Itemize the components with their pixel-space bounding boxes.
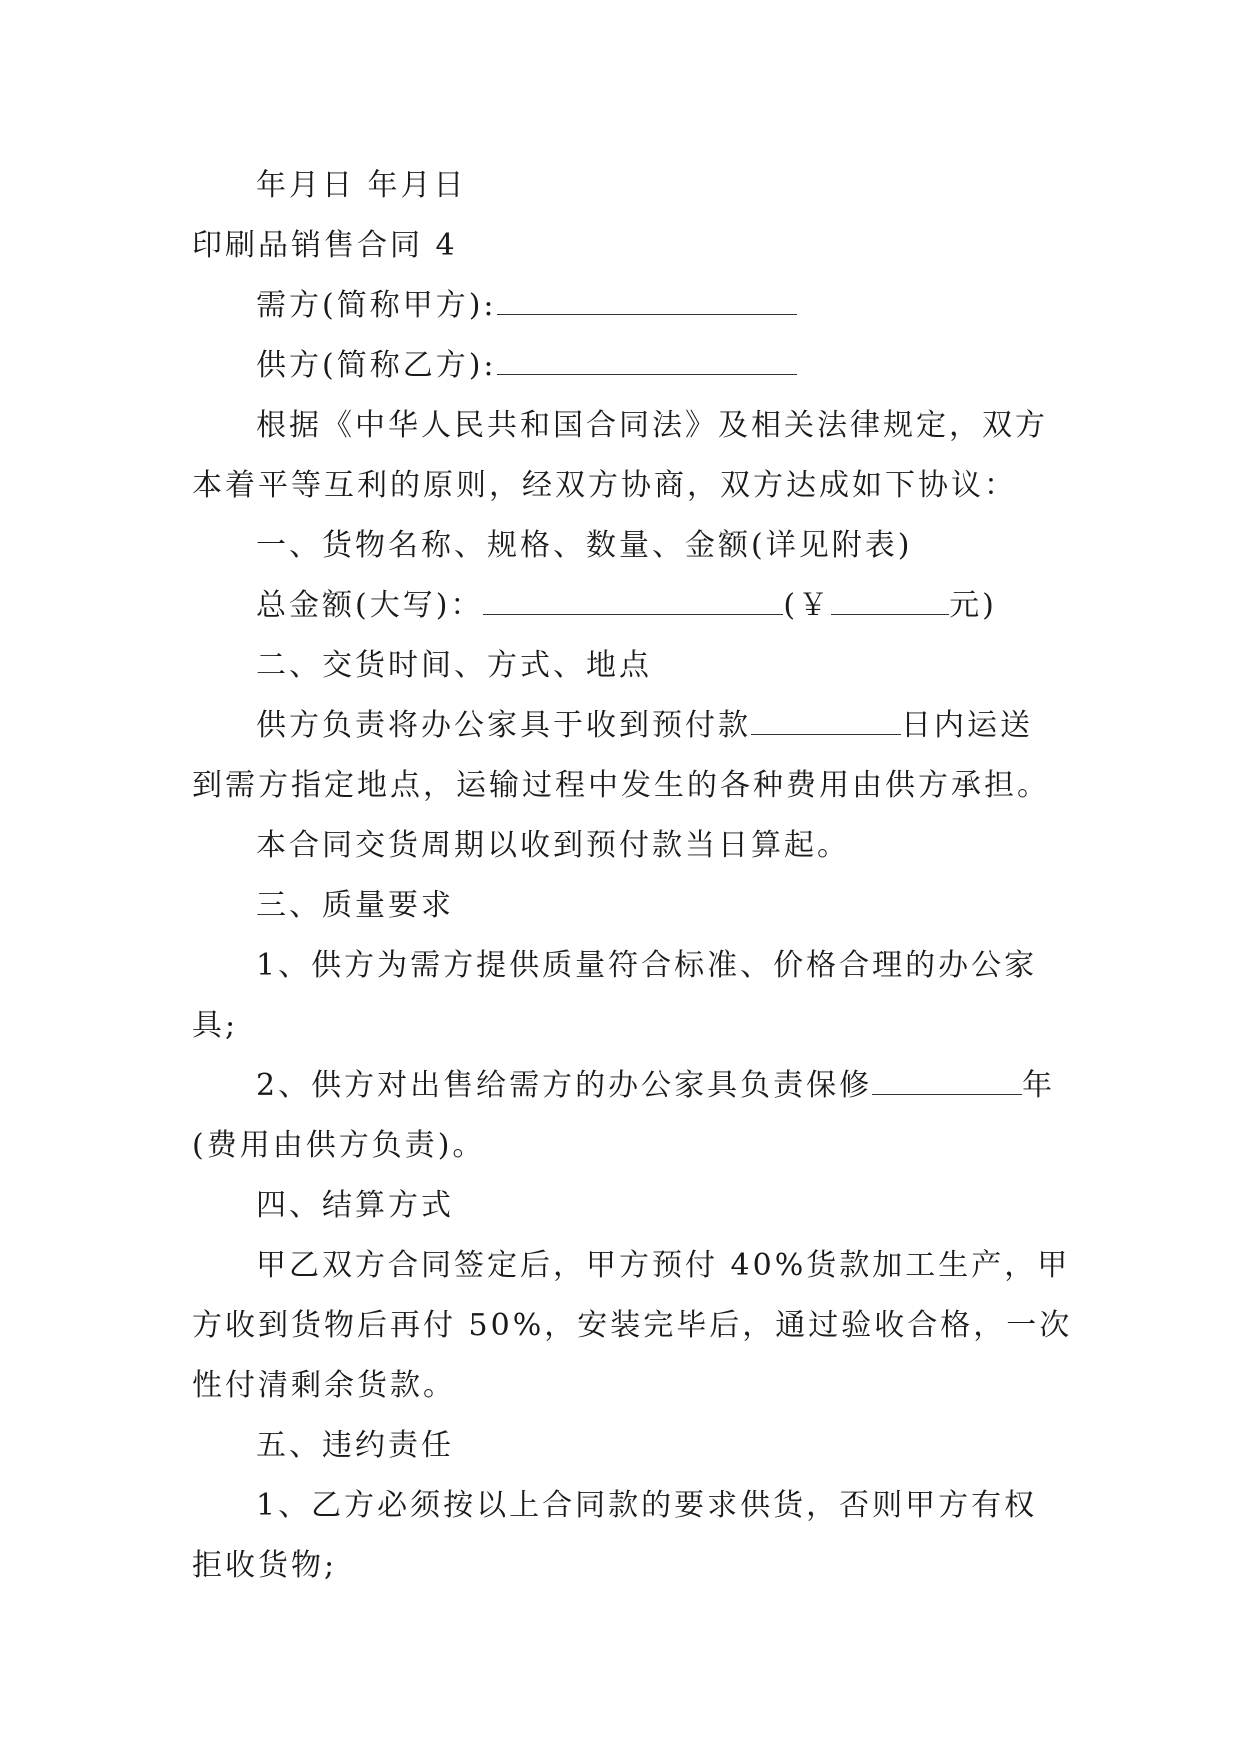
delivery-line-3: 本合同交货周期以收到预付款当日算起。 bbox=[256, 828, 850, 863]
payment-line-2: 方收到货物后再付 50%，安装完毕后，通过验收合格，一次 bbox=[192, 1308, 1073, 1343]
section-5-heading: 五、违约责任 bbox=[256, 1428, 454, 1463]
party-b-blank bbox=[497, 348, 797, 375]
breach-line-1a: 1、乙方必须按以上合同款的要求供货，否则甲方有权 bbox=[256, 1488, 1038, 1523]
party-b-label: 供方(简称乙方): bbox=[256, 348, 497, 383]
quality-line-1b: 具; bbox=[192, 1008, 239, 1043]
total-amount-paren-close: 元) bbox=[949, 588, 997, 623]
preamble-line-1: 根据《中华人民共和国合同法》及相关法律规定，双方 bbox=[256, 408, 1048, 443]
quality-text-2a: 2、供方对出售给需方的办公家具负责保修 bbox=[256, 1068, 873, 1103]
section-2-heading: 二、交货时间、方式、地点 bbox=[256, 648, 652, 683]
section-1-heading: 一、货物名称、规格、数量、金额(详见附表) bbox=[256, 528, 913, 563]
total-amount-paren-open: (￥ bbox=[783, 588, 832, 623]
delivery-line-2: 到需方指定地点，运输过程中发生的各种费用由供方承担。 bbox=[192, 768, 1050, 803]
total-amount-label: 总金额(大写)： bbox=[256, 588, 484, 623]
delivery-days-blank bbox=[751, 708, 901, 735]
party-b-line bbox=[192, 336, 1072, 396]
document-body bbox=[192, 156, 1072, 1596]
preamble-line-2: 本着平等互利的原则，经双方协商，双方达成如下协议： bbox=[192, 468, 1017, 503]
warranty-years-blank bbox=[872, 1068, 1022, 1095]
total-amount-blank bbox=[483, 588, 783, 615]
payment-line-3: 性付清剩余货款。 bbox=[192, 1368, 456, 1403]
delivery-text-1a: 供方负责将办公家具于收到预付款 bbox=[256, 708, 751, 743]
payment-line-1: 甲乙双方合同签定后，甲方预付 40%货款加工生产，甲 bbox=[256, 1248, 1071, 1283]
section-4-heading: 四、结算方式 bbox=[256, 1188, 454, 1223]
signature-dates: 年月日 年月日 bbox=[256, 168, 467, 203]
quality-text-2b: 年 bbox=[1022, 1068, 1056, 1103]
party-a-line bbox=[192, 276, 1072, 336]
section-3-heading: 三、质量要求 bbox=[256, 888, 454, 923]
quality-line-1a: 1、供方为需方提供质量符合标准、价格合理的办公家 bbox=[256, 948, 1038, 983]
delivery-text-1b: 日内运送 bbox=[901, 708, 1033, 743]
party-a-blank bbox=[497, 288, 797, 315]
total-amount-line bbox=[192, 576, 1072, 636]
party-a-label: 需方(简称甲方): bbox=[256, 288, 497, 323]
quality-line-2a bbox=[192, 1056, 1072, 1116]
quality-line-2c: (费用由供方负责)。 bbox=[192, 1128, 486, 1163]
breach-line-1b: 拒收货物; bbox=[192, 1548, 338, 1583]
contract-title: 印刷品销售合同 4 bbox=[192, 228, 458, 263]
total-amount-number-blank bbox=[831, 588, 949, 615]
delivery-line-1 bbox=[192, 696, 1072, 756]
